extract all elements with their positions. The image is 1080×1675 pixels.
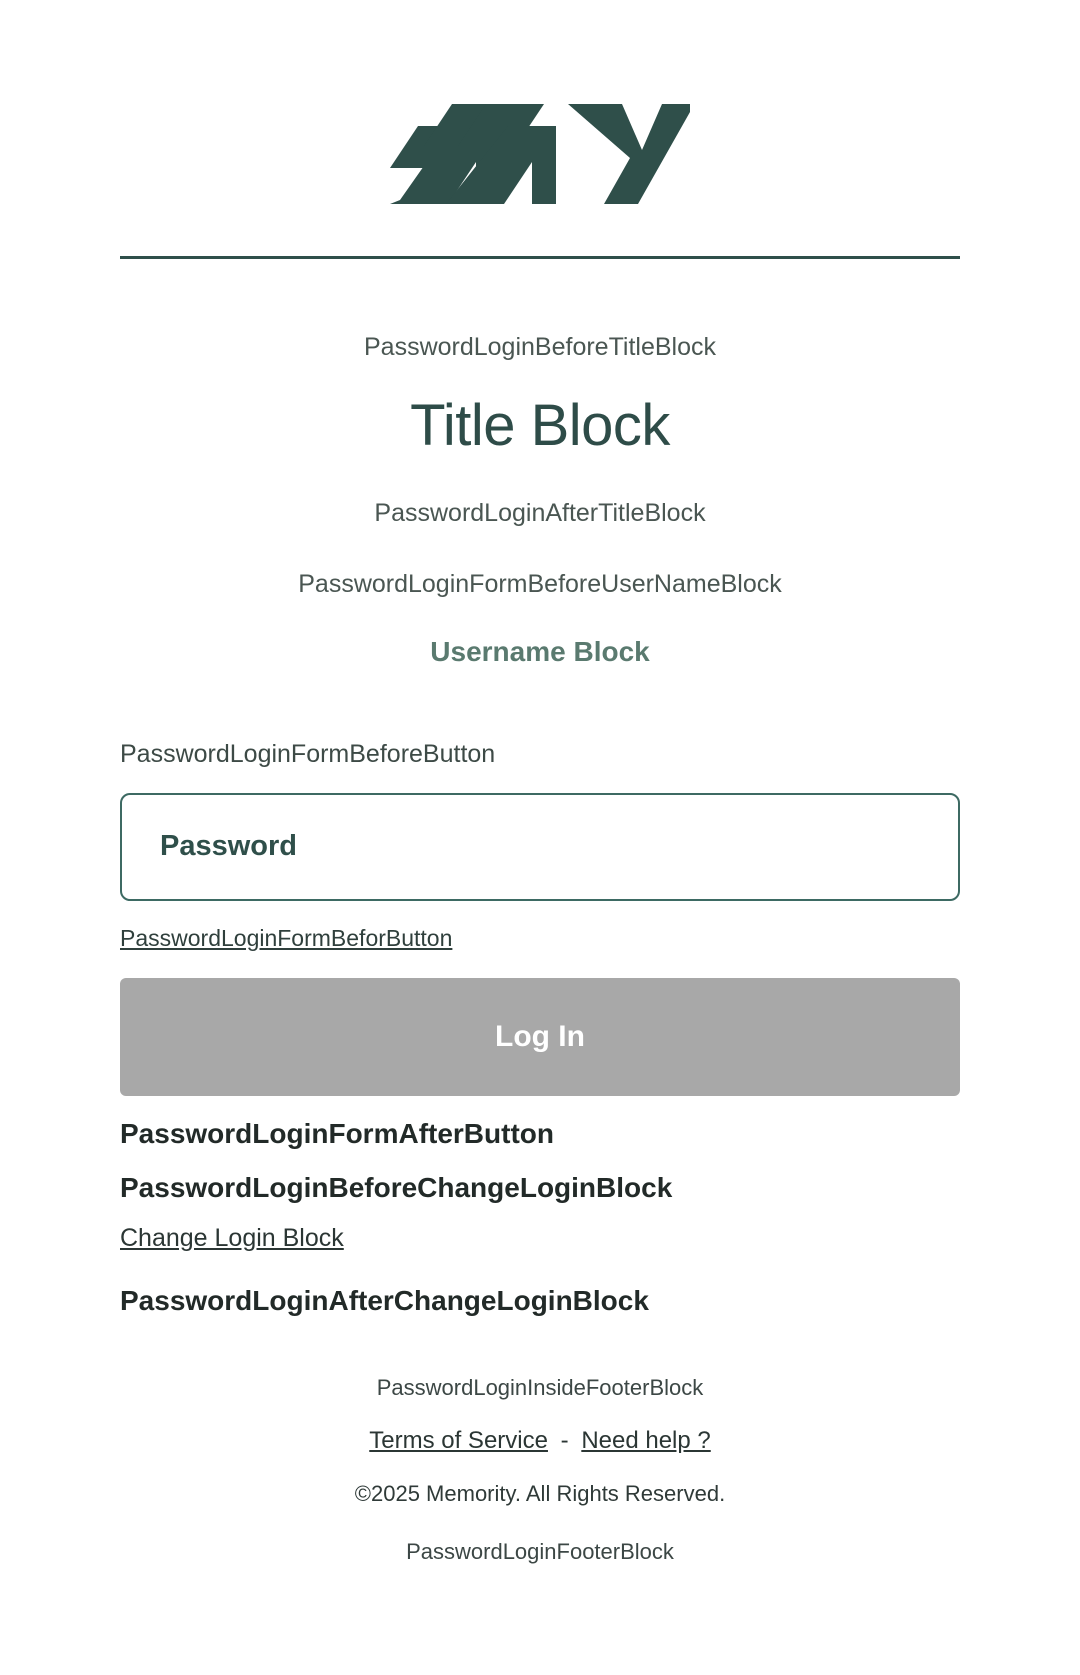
- copyright-text: ©2025 Memority. All Rights Reserved.: [354, 1480, 726, 1506]
- before-button-block: PasswordLoginFormBeforeButton: [120, 740, 496, 769]
- before-button-link[interactable]: PasswordLoginFormBeforButton: [120, 924, 453, 951]
- footer: [120, 1375, 960, 1565]
- footer-link-separator: -: [560, 1426, 569, 1454]
- footer-block: PasswordLoginFooterBlock: [406, 1538, 674, 1564]
- inside-footer-block: PasswordLoginInsideFooterBlock: [376, 1374, 704, 1400]
- before-change-login-block: PasswordLoginBeforeChangeLoginBlock: [120, 1171, 673, 1203]
- before-title-block: PasswordLoginBeforeTitleBlock: [363, 333, 717, 361]
- after-button-block: PasswordLoginFormAfterButton: [120, 1117, 554, 1149]
- after-change-login-block: PasswordLoginAfterChangeLoginBlock: [120, 1284, 649, 1316]
- my-monogram-logo-icon: [390, 104, 690, 204]
- password-field[interactable]: [120, 793, 960, 901]
- footer-links: [120, 1427, 960, 1455]
- header-divider: [120, 256, 960, 259]
- password-field-label: Password: [160, 830, 297, 863]
- log-in-button[interactable]: Log In: [120, 978, 960, 1096]
- username-block: Username Block: [430, 636, 650, 668]
- need-help-link[interactable]: Need help ?: [581, 1426, 711, 1454]
- change-login-link[interactable]: Change Login Block: [120, 1223, 344, 1252]
- before-username-block: PasswordLoginFormBeforeUserNameBlock: [298, 569, 782, 598]
- after-title-block: PasswordLoginAfterTitleBlock: [374, 499, 706, 528]
- brand-logo-wrap: [0, 0, 1080, 204]
- terms-of-service-link[interactable]: Terms of Service: [369, 1426, 548, 1454]
- page-title: Title Block: [410, 392, 670, 458]
